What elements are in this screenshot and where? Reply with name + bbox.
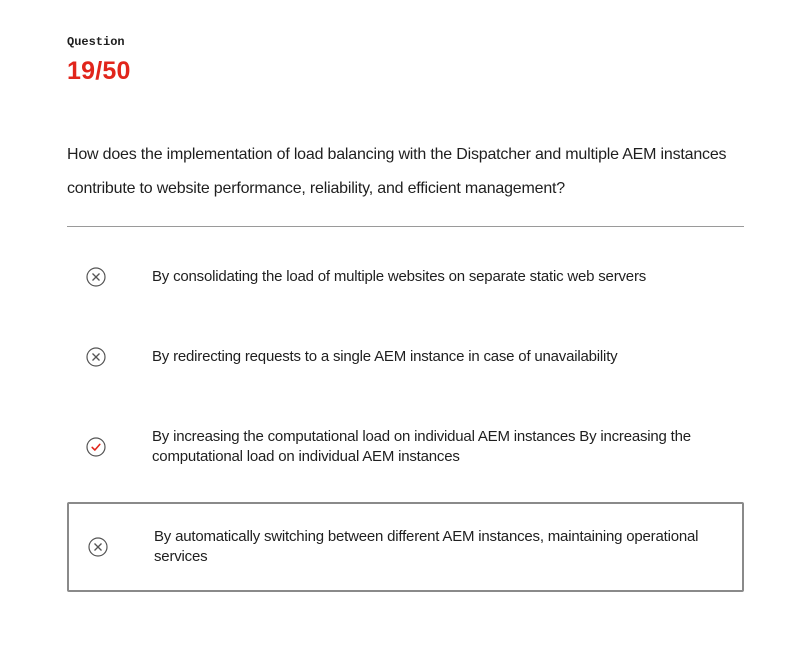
question-counter: 19/50 <box>67 57 131 85</box>
check-circle-icon <box>86 437 106 457</box>
question-text: How does the implementation of load balancing with the Dispatcher and multiple AEM instances contribute to website performance, reliability, and efficient management? <box>67 146 727 197</box>
answer-option-3[interactable] <box>67 407 744 487</box>
divider <box>67 226 744 227</box>
x-circle-icon <box>86 267 106 287</box>
x-circle-icon <box>88 537 108 557</box>
answer-text: By automatically switching between different AEM instances, maintaining operational services <box>154 528 699 565</box>
answer-option-4[interactable] <box>67 502 744 592</box>
x-circle-icon <box>86 347 106 367</box>
answer-option-2[interactable] <box>67 327 744 387</box>
answer-text: By consolidating the load of multiple websites on separate static web servers <box>152 268 647 285</box>
answer-text: By increasing the computational load on individual AEM instances By increasing the computational load on individual AEM instances <box>152 428 691 465</box>
question-label: Question <box>67 35 125 49</box>
answer-option-1[interactable] <box>67 247 744 307</box>
answer-text: By redirecting requests to a single AEM instance in case of unavailability <box>152 348 618 365</box>
